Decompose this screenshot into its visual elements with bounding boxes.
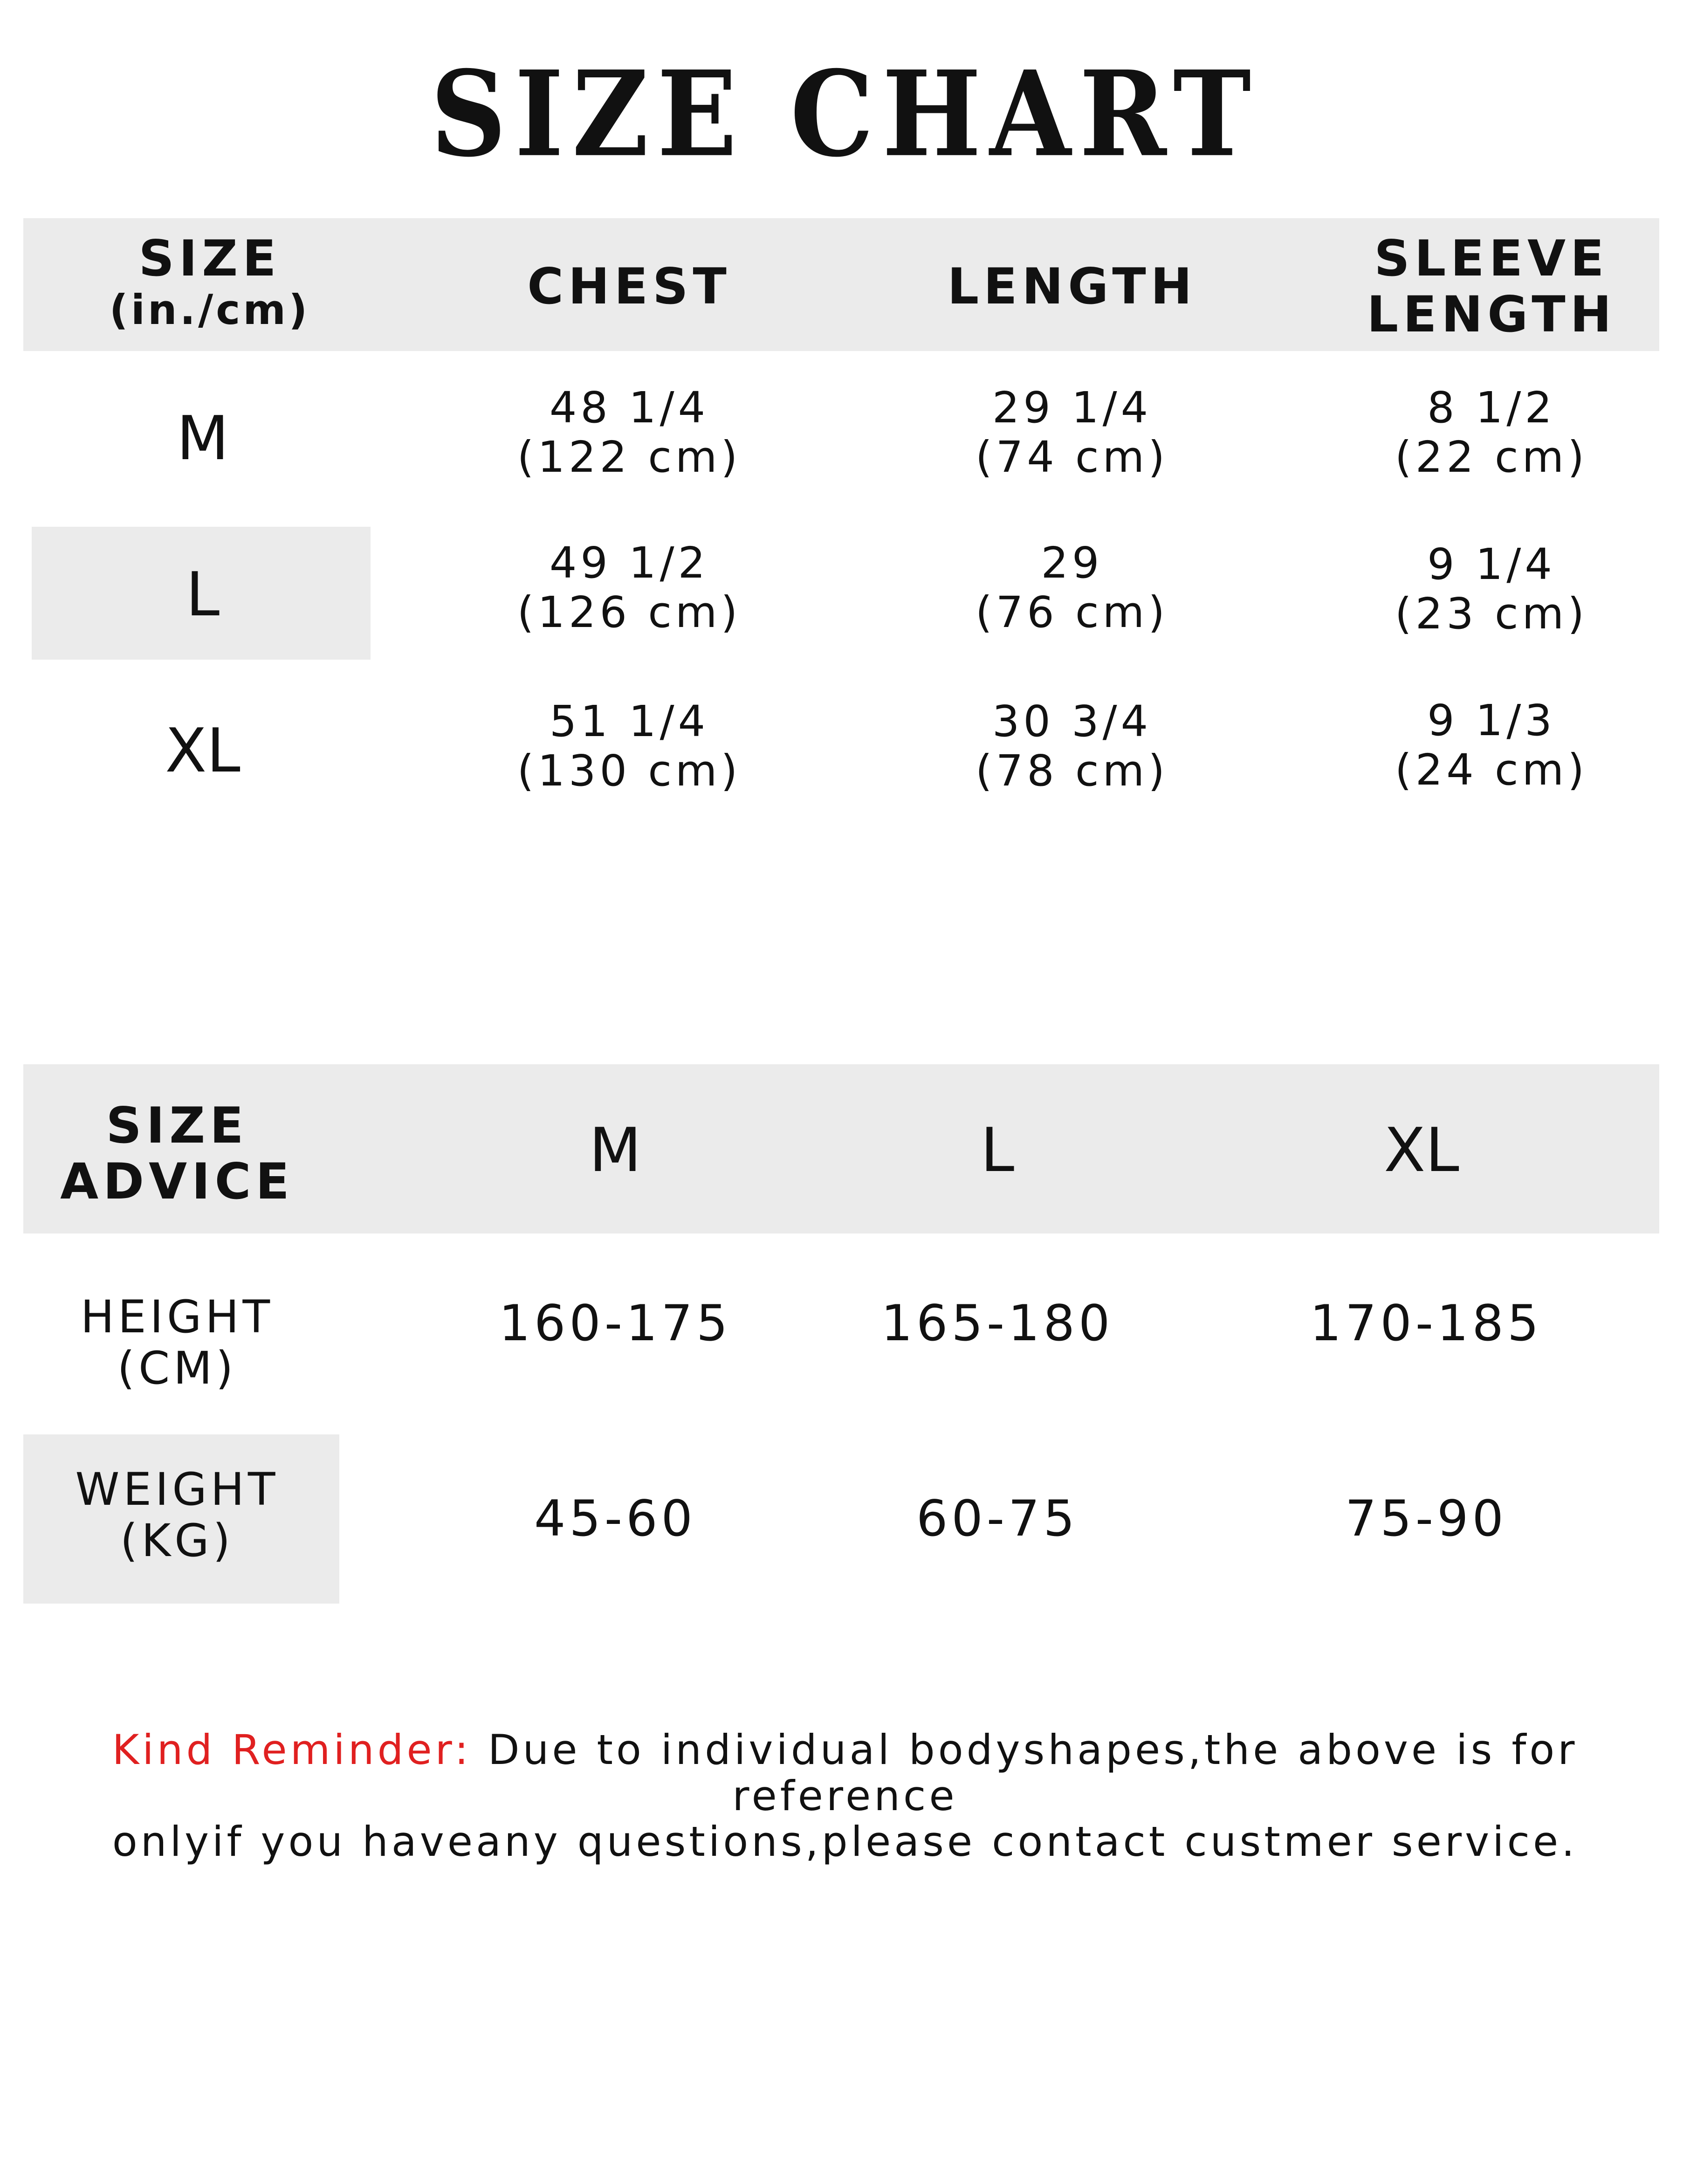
reminder-lead: Kind Reminder:: [112, 1726, 472, 1774]
weight-unit: (KG): [120, 1515, 234, 1567]
chest-cell: [489, 383, 769, 482]
weight-label: [37, 1464, 317, 1567]
weight-value-l: 60-75: [916, 1490, 1079, 1547]
size-header-label: SIZE: [138, 230, 281, 287]
advice-size-xl: XL: [1384, 1115, 1459, 1185]
height-value-l: 165-180: [881, 1295, 1114, 1352]
height-unit: (CM): [117, 1342, 237, 1395]
sleeve-inches: 8 1/2: [1427, 383, 1556, 433]
sleeve-cm: (24 cm): [1395, 744, 1588, 795]
size-advice-header: [42, 1098, 312, 1210]
length-cell: [927, 383, 1216, 482]
weight-label-text: WEIGHT: [75, 1463, 279, 1516]
length-cell: [927, 538, 1216, 637]
sleeve-cm: (23 cm): [1395, 588, 1588, 639]
length-cm: (78 cm): [975, 745, 1169, 796]
advice-size-m: M: [589, 1115, 642, 1185]
size-advice-line2: ADVICE: [60, 1152, 294, 1210]
height-value-xl: 170-185: [1310, 1295, 1543, 1352]
weight-value-m: 45-60: [534, 1490, 696, 1547]
height-value-m: 160-175: [499, 1295, 732, 1352]
sleeve-inches: 9 1/3: [1427, 696, 1556, 745]
sleeve-cell: [1342, 540, 1641, 639]
size-cell: M: [176, 403, 229, 474]
length-cm: (76 cm): [975, 587, 1169, 637]
sleeve-inches: 9 1/4: [1427, 539, 1556, 589]
chest-cm: (130 cm): [517, 745, 742, 796]
size-cell: XL: [165, 715, 240, 786]
chest-cell: [489, 697, 769, 796]
chest-inches: 49 1/2: [549, 538, 709, 588]
chest-cm: (122 cm): [517, 432, 742, 482]
length-column-header: LENGTH: [947, 258, 1197, 315]
size-advice-line1: SIZE: [106, 1097, 248, 1154]
weight-value-xl: 75-90: [1345, 1490, 1507, 1547]
kind-reminder: [28, 1727, 1662, 1865]
advice-size-l: L: [980, 1115, 1015, 1185]
sleeve-length-column-header: [1342, 231, 1641, 343]
reminder-text-1: Due to individual bodyshapes,the above is for reference: [471, 1726, 1578, 1820]
length-inches: 29 1/4: [992, 383, 1152, 433]
height-label-text: HEIGHT: [80, 1291, 274, 1343]
reminder-line1: [28, 1727, 1662, 1819]
size-column-header: [70, 231, 350, 333]
sleeve-header-line1: SLEEVE: [1374, 230, 1609, 287]
chest-cm: (126 cm): [517, 587, 742, 637]
chest-column-header: CHEST: [527, 258, 731, 315]
length-inches: 30 3/4: [992, 696, 1152, 746]
sleeve-cell: [1342, 383, 1641, 482]
reminder-line2: onlyif you haveany questions,please contact custmer service.: [112, 1818, 1578, 1866]
page-title: SIZE CHART: [430, 45, 1260, 184]
length-cm: (74 cm): [975, 432, 1169, 482]
chest-inches: 51 1/4: [549, 696, 709, 746]
length-inches: 29: [1041, 538, 1103, 588]
size-cell: L: [185, 559, 220, 630]
chest-cell: [489, 538, 769, 637]
length-cell: [927, 697, 1216, 796]
sleeve-cell: [1342, 696, 1641, 795]
size-unit-label: (in./cm): [109, 285, 310, 334]
sleeve-cm: (22 cm): [1395, 432, 1588, 482]
sleeve-header-line2: LENGTH: [1367, 285, 1616, 343]
chest-inches: 48 1/4: [549, 383, 709, 433]
height-label: [37, 1291, 317, 1394]
